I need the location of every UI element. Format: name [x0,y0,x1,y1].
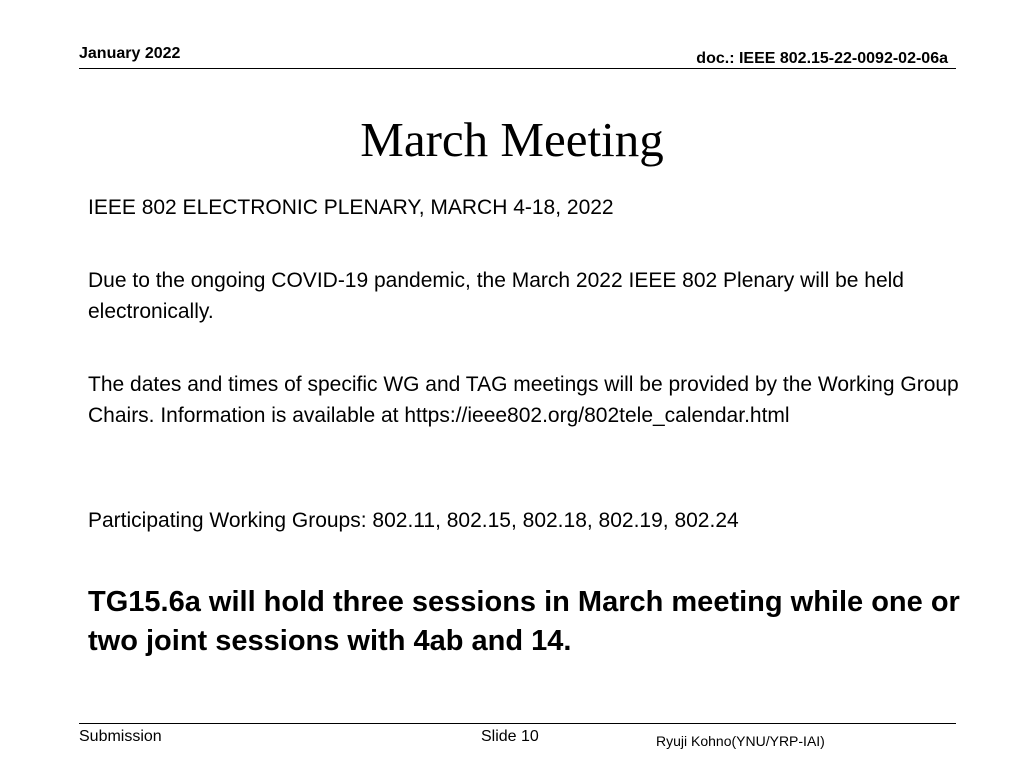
footer-slide-number: Slide 10 [481,728,539,745]
paragraph-schedule-info: The dates and times of specific WG and TAG meetings will be provided by the Working Group Chairs. Information is available at https://ieee802.org/802tele_calendar.html [88,373,959,427]
footer-author: Ryuji Kohno(YNU/YRP-IAI) [656,733,825,749]
header-doc-id: doc.: IEEE 802.15-22-0092-02-06a [696,50,948,67]
header-divider [79,68,956,69]
paragraph-covid: Due to the ongoing COVID-19 pandemic, the March 2022 IEEE 802 Plenary will be held electronically. [88,269,904,323]
header-date: January 2022 [79,45,181,62]
slide-title: March Meeting [360,112,664,167]
paragraph-tg-sessions: TG15.6a will hold three sessions in March meeting while one or two joint sessions with 4ab and 14. [88,586,960,657]
paragraph-plenary: IEEE 802 ELECTRONIC PLENARY, MARCH 4-18, 2022 [88,196,614,219]
footer-divider [79,723,956,724]
footer-submission: Submission [79,728,162,745]
paragraph-working-groups: Participating Working Groups: 802.11, 802.15, 802.18, 802.19, 802.24 [88,509,739,532]
